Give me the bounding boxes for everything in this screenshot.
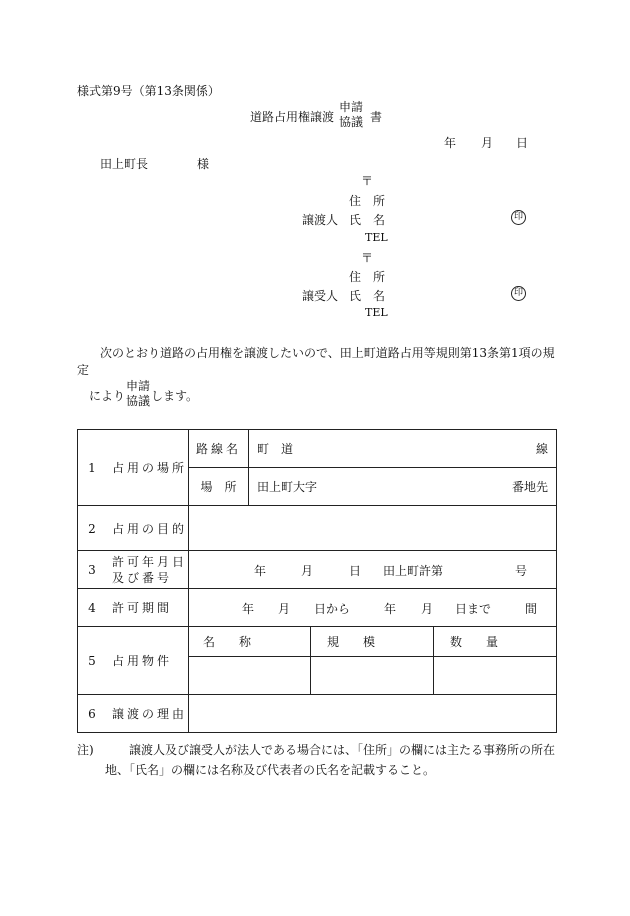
title-option-apply: 申請 [338, 100, 363, 114]
footnote-mark: 注) [77, 743, 94, 757]
title-options [338, 100, 364, 130]
object-name-label: 名 称 [203, 635, 252, 649]
transfer-reason-cell[interactable] [189, 695, 557, 733]
row-label: 占用の場所 [112, 461, 188, 475]
date-year: 年 [444, 136, 457, 150]
transferee-name-label: 氏 名 [349, 289, 386, 303]
transferor-seal-icon: 印 [511, 210, 526, 225]
transferor-role-label: 譲渡人 [302, 213, 339, 227]
row-number: 4 [88, 601, 96, 615]
row-label: 占用物件 [112, 654, 173, 668]
period-end-month: 月 [421, 601, 434, 616]
object-scale-cell[interactable] [311, 657, 434, 695]
table-row [78, 589, 557, 627]
period-start-day: 日から [314, 601, 351, 616]
permit-day: 日 [349, 563, 362, 578]
permit-date-cell[interactable] [189, 551, 557, 589]
row-label: 占用の目的 [112, 521, 188, 536]
title-option-consult: 協議 [338, 115, 363, 129]
row-number: 3 [88, 562, 96, 577]
period-start-year: 年 [242, 601, 255, 616]
body-line-1: 次のとおり道路の占用権を譲渡したいので、田上町道路占用等規則第13条第1項の規 [100, 346, 555, 360]
footnote [77, 740, 567, 780]
table-row [78, 430, 557, 468]
period-end-day: 日まで [455, 601, 492, 616]
title-main: 道路占用権譲渡 [250, 110, 335, 124]
permit-year: 年 [254, 563, 267, 578]
location-value: 田上町大字 [257, 480, 318, 494]
row6-label-cell [78, 695, 189, 733]
application-table [77, 429, 557, 733]
object-scale-label: 規 模 [327, 635, 376, 649]
row2-label-cell [78, 506, 189, 551]
route-name-value: 町 道 [257, 442, 294, 456]
date-month: 月 [481, 136, 494, 150]
route-name-label: 路線名 [195, 442, 241, 456]
location-label: 場 所 [200, 480, 237, 494]
addressee: 田上町長 [100, 157, 149, 171]
transferee-address-label: 住 所 [349, 270, 386, 284]
transferee-postal: 〒 [361, 251, 374, 265]
period-end-year: 年 [384, 601, 397, 616]
object-name-header [189, 627, 311, 657]
body-options [125, 379, 151, 409]
permit-office: 田上町許第 [383, 563, 444, 578]
transferor-address-label: 住 所 [349, 194, 386, 208]
body-line-3-prefix: により [89, 389, 126, 403]
body-line-2: 定 [77, 363, 90, 377]
row-label: 譲渡の理由 [112, 707, 188, 721]
table-row [78, 551, 557, 589]
table-row [78, 627, 557, 657]
object-quantity-cell[interactable] [434, 657, 557, 695]
table-row [78, 506, 557, 551]
row1-label-cell [78, 430, 189, 506]
location-value-cell[interactable] [249, 468, 557, 506]
title-suffix: 書 [370, 110, 383, 124]
object-name-cell[interactable] [189, 657, 311, 695]
permit-month: 月 [301, 563, 314, 578]
row4-label-cell [78, 589, 189, 627]
object-scale-header [311, 627, 434, 657]
form-number: 様式第9号（第13条関係） [77, 84, 220, 98]
route-name-suffix: 線 [536, 442, 549, 456]
transferee-role-label: 譲受人 [302, 289, 339, 303]
footnote-line-1: 譲渡人及び譲受人が法人である場合には、「住所」の欄には主たる事務所の所在 [129, 743, 556, 757]
period-start-month: 月 [278, 601, 291, 616]
transferee-tel-label: TEL [365, 306, 388, 319]
footnote-line-2: 地、「氏名」の欄には名称及び代表者の氏名を記載すること。 [105, 763, 436, 777]
date-day: 日 [516, 136, 529, 150]
transferor-name-label: 氏 名 [349, 213, 386, 227]
location-label-cell [189, 468, 249, 506]
row-number: 2 [88, 521, 96, 536]
row-number: 1 [88, 461, 96, 475]
permit-number-suffix: 号 [515, 563, 528, 578]
row-number: 5 [88, 654, 96, 668]
location-suffix: 番地先 [512, 480, 549, 494]
route-name-label-cell [189, 430, 249, 468]
row-number: 6 [88, 707, 96, 721]
row5-label-cell [78, 627, 189, 695]
body-line-3-suffix: します。 [151, 389, 199, 403]
object-quantity-header [434, 627, 557, 657]
row-label: 許可期間 [112, 601, 173, 615]
addressee-suffix: 様 [197, 157, 210, 171]
transferor-postal: 〒 [361, 174, 374, 188]
route-name-value-cell[interactable] [249, 430, 557, 468]
table-row [78, 695, 557, 733]
period-suffix: 間 [525, 601, 538, 616]
row3-label-cell [78, 551, 189, 589]
transferee-seal-icon: 印 [511, 286, 526, 301]
body-option-consult: 協議 [125, 394, 150, 408]
row-label-line-2: 及び番号 [112, 570, 173, 585]
row-label-line-1: 許可年月日 [112, 554, 188, 569]
object-quantity-label: 数 量 [450, 635, 499, 649]
body-option-apply: 申請 [125, 379, 150, 393]
transferor-tel-label: TEL [365, 231, 388, 244]
purpose-value-cell[interactable] [189, 506, 557, 551]
permit-period-cell[interactable] [189, 589, 557, 627]
